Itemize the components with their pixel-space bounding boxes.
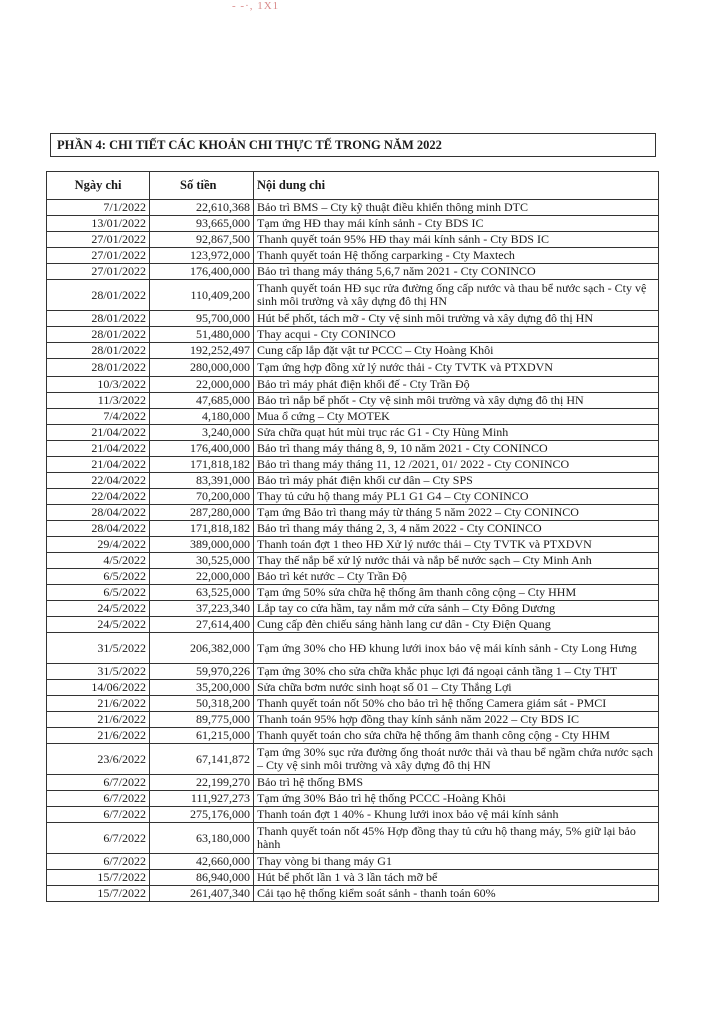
table-row [47, 457, 659, 473]
row-amount: 22,000,000 [150, 377, 254, 393]
row-date: 13/01/2022 [47, 216, 150, 232]
row-date: 21/04/2022 [47, 457, 150, 473]
row-amount: 22,610,368 [150, 200, 254, 216]
row-date: 21/04/2022 [47, 441, 150, 457]
row-date: 21/6/2022 [47, 696, 150, 712]
row-amount: 176,400,000 [150, 264, 254, 280]
row-amount: 176,400,000 [150, 441, 254, 457]
row-description: Thay thế nắp bể xử lý nước thải và nắp bể nước sạch – Cty Minh Anh [254, 553, 659, 569]
expense-table [46, 171, 659, 902]
row-description: Bảo trì máy phát điện khối đế - Cty Trần Độ [254, 377, 659, 393]
row-amount: 50,318,200 [150, 696, 254, 712]
table-row [47, 569, 659, 585]
table-row [47, 393, 659, 409]
table-row [47, 664, 659, 680]
table-row [47, 696, 659, 712]
table-row [47, 728, 659, 744]
table-row [47, 680, 659, 696]
table-header-row [47, 172, 659, 200]
row-description: Bảo trì nắp bể phốt - Cty vệ sinh môi trường và xây dựng đô thị HN [254, 393, 659, 409]
row-date: 14/06/2022 [47, 680, 150, 696]
row-date: 22/04/2022 [47, 473, 150, 489]
row-description: Tạm ứng 50% sửa chữa hệ thống âm thanh công cộng – Cty HHM [254, 585, 659, 601]
row-amount: 63,525,000 [150, 585, 254, 601]
row-amount: 61,215,000 [150, 728, 254, 744]
row-description: Bảo trì BMS – Cty kỹ thuật điều khiển thông minh DTC [254, 200, 659, 216]
row-date: 27/01/2022 [47, 264, 150, 280]
row-description: Bảo trì thang máy tháng 2, 3, 4 năm 2022 - Cty CONINCO [254, 521, 659, 537]
table-row [47, 232, 659, 248]
row-description: Thanh quyết toán nốt 45% Hợp đồng thay tủ cứu hộ thang máy, 5% giữ lại bảo hành [254, 823, 659, 854]
table-row [47, 870, 659, 886]
row-date: 4/5/2022 [47, 553, 150, 569]
table-row [47, 537, 659, 553]
row-description: Thay vòng bi thang máy G1 [254, 854, 659, 870]
row-amount: 47,685,000 [150, 393, 254, 409]
row-description: Tạm ứng Bảo trì thang máy từ tháng 5 năm 2022 – Cty CONINCO [254, 505, 659, 521]
row-date: 28/01/2022 [47, 359, 150, 377]
row-description: Thanh quyết toán Hệ thống carparking - Cty Maxtech [254, 248, 659, 264]
row-date: 21/04/2022 [47, 425, 150, 441]
table-row [47, 791, 659, 807]
row-amount: 30,525,000 [150, 553, 254, 569]
row-amount: 95,700,000 [150, 311, 254, 327]
row-description: Thanh quyết toán HĐ sục rửa đường ống cấp nước và thau bể nước sạch - Cty vệ sinh môi trường và xây dựng đô thị HN [254, 280, 659, 311]
row-description: Thay acqui - Cty CONINCO [254, 327, 659, 343]
table-row [47, 886, 659, 902]
row-description: Sửa chữa quạt hút mùi trục rác G1 - Cty Hùng Minh [254, 425, 659, 441]
row-date: 15/7/2022 [47, 886, 150, 902]
table-row [47, 311, 659, 327]
row-amount: 110,409,200 [150, 280, 254, 311]
table-row [47, 633, 659, 664]
table-row [47, 601, 659, 617]
table-row [47, 473, 659, 489]
row-amount: 93,665,000 [150, 216, 254, 232]
table-row [47, 553, 659, 569]
row-date: 31/5/2022 [47, 633, 150, 664]
table-body [47, 200, 659, 902]
row-date: 28/01/2022 [47, 311, 150, 327]
table-row [47, 521, 659, 537]
row-description: Tạm ứng HĐ thay mái kính sảnh - Cty BDS IC [254, 216, 659, 232]
row-description: Hút bể phốt, tách mỡ - Cty vệ sinh môi trường và xây dựng đô thị HN [254, 311, 659, 327]
row-amount: 67,141,872 [150, 744, 254, 775]
row-amount: 287,280,000 [150, 505, 254, 521]
row-amount: 92,867,500 [150, 232, 254, 248]
row-description: Mua ổ cứng – Cty MOTEK [254, 409, 659, 425]
table-row [47, 775, 659, 791]
row-amount: 70,200,000 [150, 489, 254, 505]
row-amount: 27,614,400 [150, 617, 254, 633]
table-row [47, 425, 659, 441]
row-amount: 123,972,000 [150, 248, 254, 264]
table-row [47, 807, 659, 823]
row-date: 6/7/2022 [47, 807, 150, 823]
row-amount: 280,000,000 [150, 359, 254, 377]
row-date: 23/6/2022 [47, 744, 150, 775]
section-title: PHẦN 4: CHI TIẾT CÁC KHOẢN CHI THỰC TẾ TRONG NĂM 2022 [50, 133, 656, 157]
table-row [47, 585, 659, 601]
table-row [47, 280, 659, 311]
row-description: Tạm ứng 30% Bảo trì hệ thống PCCC -Hoàng Khôi [254, 791, 659, 807]
row-date: 6/7/2022 [47, 854, 150, 870]
row-description: Cải tạo hệ thống kiểm soát sảnh - thanh toán 60% [254, 886, 659, 902]
row-amount: 171,818,182 [150, 457, 254, 473]
corner-mark: - -·, 1X1 [232, 0, 280, 12]
row-amount: 35,200,000 [150, 680, 254, 696]
row-description: Thanh quyết toán 95% HĐ thay mái kính sảnh - Cty BDS IC [254, 232, 659, 248]
row-description: Tạm ứng 30% sục rửa đường ống thoát nước thải và thau bể ngầm chứa nước sạch – Cty vệ sinh môi trường và xây dựng đô thị HN [254, 744, 659, 775]
header-date: Ngày chi [47, 172, 150, 200]
row-date: 11/3/2022 [47, 393, 150, 409]
row-description: Bảo trì thang máy tháng 11, 12 /2021, 01/ 2022 - Cty CONINCO [254, 457, 659, 473]
row-description: Bảo trì két nước – Cty Trần Độ [254, 569, 659, 585]
row-date: 21/6/2022 [47, 712, 150, 728]
row-date: 6/7/2022 [47, 775, 150, 791]
row-date: 28/04/2022 [47, 521, 150, 537]
row-description: Cung cấp đèn chiếu sáng hành lang cư dân - Cty Điện Quang [254, 617, 659, 633]
row-date: 6/5/2022 [47, 569, 150, 585]
row-description: Cung cấp lắp đặt vật tư PCCC – Cty Hoàng Khôi [254, 343, 659, 359]
table-row [47, 744, 659, 775]
row-description: Thanh quyết toán cho sửa chữa hệ thống âm thanh công cộng - Cty HHM [254, 728, 659, 744]
row-amount: 111,927,273 [150, 791, 254, 807]
row-amount: 86,940,000 [150, 870, 254, 886]
row-description: Thay tủ cứu hộ thang máy PL1 G1 G4 – Cty CONINCO [254, 489, 659, 505]
header-description: Nội dung chi [254, 172, 659, 200]
row-amount: 51,480,000 [150, 327, 254, 343]
table-row [47, 854, 659, 870]
table-row [47, 264, 659, 280]
table-row [47, 489, 659, 505]
row-date: 6/7/2022 [47, 823, 150, 854]
row-description: Lắp tay co cửa hầm, tay nắm mở cửa sảnh – Cty Đông Dương [254, 601, 659, 617]
row-description: Hút bể phốt lần 1 và 3 lần tách mỡ bể [254, 870, 659, 886]
row-date: 29/4/2022 [47, 537, 150, 553]
row-description: Tạm ứng 30% cho HĐ khung lưới inox bảo vệ mái kính sảnh - Cty Long Hưng [254, 633, 659, 664]
table-row [47, 377, 659, 393]
table-row [47, 343, 659, 359]
row-date: 28/01/2022 [47, 343, 150, 359]
row-date: 6/7/2022 [47, 791, 150, 807]
row-date: 27/01/2022 [47, 248, 150, 264]
row-description: Thanh quyết toán nốt 50% cho bảo trì hệ thống Camera giám sát - PMCI [254, 696, 659, 712]
row-description: Bảo trì hệ thống BMS [254, 775, 659, 791]
row-date: 28/01/2022 [47, 327, 150, 343]
row-amount: 63,180,000 [150, 823, 254, 854]
table-row [47, 216, 659, 232]
row-date: 24/5/2022 [47, 601, 150, 617]
row-description: Bảo trì thang máy tháng 5,6,7 năm 2021 - Cty CONINCO [254, 264, 659, 280]
row-amount: 171,818,182 [150, 521, 254, 537]
row-amount: 3,240,000 [150, 425, 254, 441]
row-date: 7/4/2022 [47, 409, 150, 425]
row-amount: 83,391,000 [150, 473, 254, 489]
row-description: Tạm ứng hợp đồng xử lý nước thải - Cty TVTK và PTXDVN [254, 359, 659, 377]
row-amount: 89,775,000 [150, 712, 254, 728]
table-row [47, 359, 659, 377]
row-date: 6/5/2022 [47, 585, 150, 601]
row-description: Bảo trì thang máy tháng 8, 9, 10 năm 2021 - Cty CONINCO [254, 441, 659, 457]
row-amount: 261,407,340 [150, 886, 254, 902]
table-row [47, 248, 659, 264]
row-date: 7/1/2022 [47, 200, 150, 216]
row-amount: 192,252,497 [150, 343, 254, 359]
row-date: 28/04/2022 [47, 505, 150, 521]
row-date: 28/01/2022 [47, 280, 150, 311]
row-amount: 4,180,000 [150, 409, 254, 425]
row-amount: 22,199,270 [150, 775, 254, 791]
row-description: Tạm ứng 30% cho sửa chữa khắc phục lợi đá ngoại cảnh tầng 1 – Cty THT [254, 664, 659, 680]
row-amount: 37,223,340 [150, 601, 254, 617]
row-amount: 206,382,000 [150, 633, 254, 664]
row-description: Sửa chữa bơm nước sinh hoạt số 01 – Cty Thắng Lợi [254, 680, 659, 696]
table-row [47, 200, 659, 216]
table-row [47, 823, 659, 854]
row-date: 22/04/2022 [47, 489, 150, 505]
table-row [47, 505, 659, 521]
table-row [47, 441, 659, 457]
row-description: Thanh toán đợt 1 theo HĐ Xử lý nước thải – Cty TVTK và PTXDVN [254, 537, 659, 553]
table-row [47, 327, 659, 343]
row-date: 15/7/2022 [47, 870, 150, 886]
row-date: 31/5/2022 [47, 664, 150, 680]
row-amount: 22,000,000 [150, 569, 254, 585]
row-description: Thanh toán đợt 1 40% - Khung lưới inox bảo vệ mái kính sảnh [254, 807, 659, 823]
header-amount: Số tiền [150, 172, 254, 200]
row-amount: 389,000,000 [150, 537, 254, 553]
row-date: 24/5/2022 [47, 617, 150, 633]
row-date: 21/6/2022 [47, 728, 150, 744]
row-date: 10/3/2022 [47, 377, 150, 393]
row-date: 27/01/2022 [47, 232, 150, 248]
table-row [47, 409, 659, 425]
table-row [47, 712, 659, 728]
row-amount: 59,970,226 [150, 664, 254, 680]
row-description: Bảo trì máy phát điện khối cư dân – Cty SPS [254, 473, 659, 489]
table-row [47, 617, 659, 633]
row-amount: 42,660,000 [150, 854, 254, 870]
row-amount: 275,176,000 [150, 807, 254, 823]
row-description: Thanh toán 95% hợp đồng thay kính sảnh năm 2022 – Cty BDS IC [254, 712, 659, 728]
